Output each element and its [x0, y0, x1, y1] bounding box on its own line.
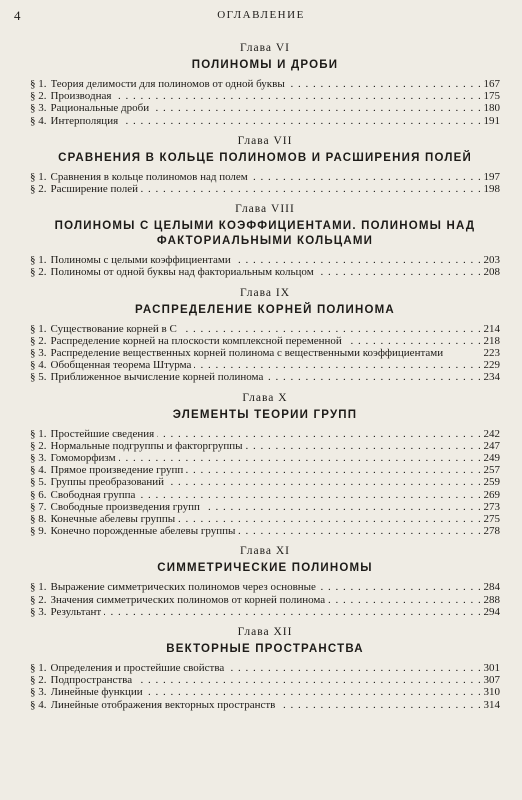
section-title: Линейные отображения векторных пространств	[51, 699, 279, 711]
section-title: Прямое произведение групп	[51, 464, 187, 476]
toc-entry[interactable]	[30, 78, 500, 90]
chapter-label: Глава IX	[239, 286, 291, 299]
page-reference: 229	[481, 359, 501, 371]
section-title: Расширение полей	[51, 183, 142, 195]
page-reference: 218	[481, 335, 501, 347]
toc-entry[interactable]	[30, 662, 500, 674]
toc-entry[interactable]	[30, 501, 500, 513]
page-reference: 294	[481, 606, 501, 618]
page-reference: 249	[481, 452, 501, 464]
section-title: Значения симметрических полиномов от корней полинома	[51, 594, 329, 606]
chapter-title: ЭЛЕМЕНТЫ ТЕОРИИ ГРУПП	[172, 408, 358, 421]
section-number: § 1.	[30, 322, 47, 335]
toc-entry[interactable]	[30, 90, 500, 102]
toc-entry[interactable]	[30, 464, 500, 476]
section-number: § 4.	[30, 464, 47, 477]
toc-entry[interactable]	[30, 428, 500, 440]
page-reference: 275	[481, 513, 501, 525]
chapter-label: Глава XII	[237, 626, 293, 639]
chapter-label: Глава X	[242, 391, 288, 404]
page-reference: 203	[481, 254, 501, 266]
section-title: Полиномы с целыми коэффициентами	[51, 254, 234, 266]
section-title: Подпространства	[51, 674, 136, 686]
toc-entry[interactable]	[30, 440, 500, 452]
table-of-contents	[30, 42, 500, 719]
chapter-section	[30, 203, 500, 278]
toc-entry[interactable]	[30, 359, 500, 371]
toc-entry[interactable]	[30, 489, 500, 501]
section-title: Группы преобразований	[51, 476, 168, 488]
section-number: § 3.	[30, 452, 47, 465]
page-reference: 259	[481, 476, 501, 488]
page-reference: 314	[481, 699, 501, 711]
page-reference: 301	[481, 662, 501, 674]
page-reference: 214	[481, 323, 501, 335]
page-reference: 269	[481, 489, 501, 501]
chapter-title: ПОЛИНОМЫ С ЦЕЛЫМИ КОЭФФИЦИЕНТАМИ. ПОЛИНОМЫ НАД ФАКТОРИАЛЬНЫМИ КОЛЬЦАМИ	[54, 220, 476, 248]
section-title: Нормальные подгруппы и факторгруппы	[51, 440, 246, 452]
chapter-label: Глава XI	[239, 545, 291, 558]
section-number: § 8.	[30, 513, 47, 526]
page-header	[0, 8, 522, 28]
section-number: § 2.	[30, 439, 47, 452]
section-title: Линейные функции	[51, 686, 146, 698]
section-title: Конечно порожденные абелевы группы	[51, 525, 239, 537]
chapter-section	[30, 545, 500, 618]
chapter-section	[30, 392, 500, 538]
toc-entry[interactable]	[30, 699, 500, 711]
chapter-title: СРАВНЕНИЯ В КОЛЬЦЕ ПОЛИНОМОВ И РАСШИРЕНИЯ ПОЛЕЙ	[58, 151, 472, 164]
toc-entry[interactable]	[30, 102, 500, 114]
section-number: § 3.	[30, 686, 47, 699]
section-number: § 3.	[30, 347, 47, 360]
section-number: § 1.	[30, 427, 47, 440]
section-number: § 1.	[30, 78, 47, 90]
toc-entry[interactable]	[30, 606, 500, 618]
section-number: § 1.	[30, 254, 47, 267]
page-reference: 284	[481, 581, 501, 593]
toc-entry[interactable]	[30, 476, 500, 488]
toc-entry[interactable]	[30, 254, 500, 266]
section-title: Свободные произведения групп	[51, 501, 203, 513]
toc-entry[interactable]	[30, 183, 500, 195]
page-reference: 234	[481, 371, 501, 383]
chapter-title: РАСПРЕДЕЛЕНИЕ КОРНЕЙ ПОЛИНОМА	[135, 303, 395, 316]
chapter-section	[30, 626, 500, 711]
running-title: ОГЛАВЛЕНИЕ	[217, 9, 305, 21]
page-reference: 208	[481, 266, 501, 278]
toc-entry[interactable]	[30, 452, 500, 464]
section-title: Сравнения в кольце полиномов над полем	[51, 171, 251, 183]
section-title: Теория делимости для полиномов от одной буквы	[51, 78, 288, 90]
chapter-title: ВЕКТОРНЫЕ ПРОСТРАНСТВА	[166, 643, 364, 656]
toc-entry[interactable]	[30, 335, 500, 347]
page-number: 4	[14, 8, 21, 23]
page-reference: 247	[481, 440, 501, 452]
section-number: § 4.	[30, 698, 47, 711]
section-number: § 1.	[30, 170, 47, 183]
section-number: § 2.	[30, 674, 47, 687]
toc-entry[interactable]	[30, 347, 500, 359]
section-title: Выражение симметрических полиномов через основные	[51, 581, 319, 593]
toc-entry[interactable]	[30, 266, 500, 278]
section-title: Распределение вещественных корней полинома с вещественными коэффициентами	[51, 347, 447, 359]
page-reference: 242	[481, 428, 501, 440]
section-title: Результант	[51, 606, 105, 618]
page-reference: 278	[481, 525, 501, 537]
page-reference: 307	[481, 674, 501, 686]
section-title: Полиномы от одной буквы над факториальным кольцом	[51, 266, 317, 278]
section-number: § 1.	[30, 662, 47, 675]
section-title: Рациональные дроби	[51, 102, 153, 114]
chapter-title: СИММЕТРИЧЕСКИЕ ПОЛИНОМЫ	[157, 562, 373, 575]
toc-entry[interactable]	[30, 525, 500, 537]
page-reference: 223	[481, 347, 501, 359]
section-number: § 5.	[30, 371, 47, 384]
section-number: § 2.	[30, 266, 47, 279]
page-reference: 197	[481, 171, 501, 183]
section-number: § 2.	[30, 334, 47, 347]
chapter-label: Глава VII	[237, 134, 293, 147]
toc-entry[interactable]	[30, 581, 500, 593]
section-title: Приближенное вычисление корней полинома	[51, 371, 267, 383]
section-title: Распределение корней на плоскости комплексной переменной	[51, 335, 345, 347]
page-reference: 288	[481, 594, 501, 606]
section-number: § 9.	[30, 525, 47, 538]
section-number: § 7.	[30, 500, 47, 513]
chapter-section	[30, 42, 500, 127]
page-reference: 191	[481, 115, 501, 127]
section-title: Определения и простейшие свойства	[51, 662, 228, 674]
section-title: Свободная группа	[51, 489, 139, 501]
toc-entry[interactable]	[30, 594, 500, 606]
section-number: § 5.	[30, 476, 47, 489]
section-number: § 1.	[30, 581, 47, 594]
page-reference: 257	[481, 464, 501, 476]
page-reference: 310	[481, 686, 501, 698]
section-number: § 4.	[30, 359, 47, 372]
section-title: Интерполяция	[51, 115, 122, 127]
chapter-label: Глава VI	[239, 42, 291, 54]
page-reference: 180	[481, 102, 501, 114]
section-title: Гомоморфизм	[51, 452, 119, 464]
section-number: § 3.	[30, 605, 47, 618]
section-number: § 4.	[30, 114, 47, 127]
page-reference: 273	[481, 501, 501, 513]
toc-entry[interactable]	[30, 686, 500, 698]
section-number: § 2.	[30, 593, 47, 606]
section-title: Конечные абелевы группы	[51, 513, 179, 525]
page-reference: 167	[481, 78, 501, 90]
chapter-title: ПОЛИНОМЫ И ДРОБИ	[191, 59, 339, 71]
toc-entry[interactable]	[30, 323, 500, 335]
toc-entry[interactable]	[30, 115, 500, 127]
section-title: Производная	[51, 90, 115, 102]
page-reference: 198	[481, 183, 501, 195]
toc-entry[interactable]	[30, 513, 500, 525]
toc-entry[interactable]	[30, 674, 500, 686]
chapter-label: Глава VIII	[235, 203, 295, 216]
chapter-section	[30, 135, 500, 195]
section-number: § 6.	[30, 488, 47, 501]
section-number: § 2.	[30, 183, 47, 196]
toc-entry[interactable]	[30, 371, 500, 383]
page-reference: 175	[481, 90, 501, 102]
section-number: § 2.	[30, 90, 47, 103]
section-number: § 3.	[30, 102, 47, 115]
section-title: Существование корней в C	[51, 323, 180, 335]
toc-entry[interactable]	[30, 171, 500, 183]
section-title: Простейшие сведения	[51, 428, 158, 440]
chapter-section	[30, 287, 500, 384]
section-title: Обобщенная теорема Штурма	[51, 359, 195, 371]
